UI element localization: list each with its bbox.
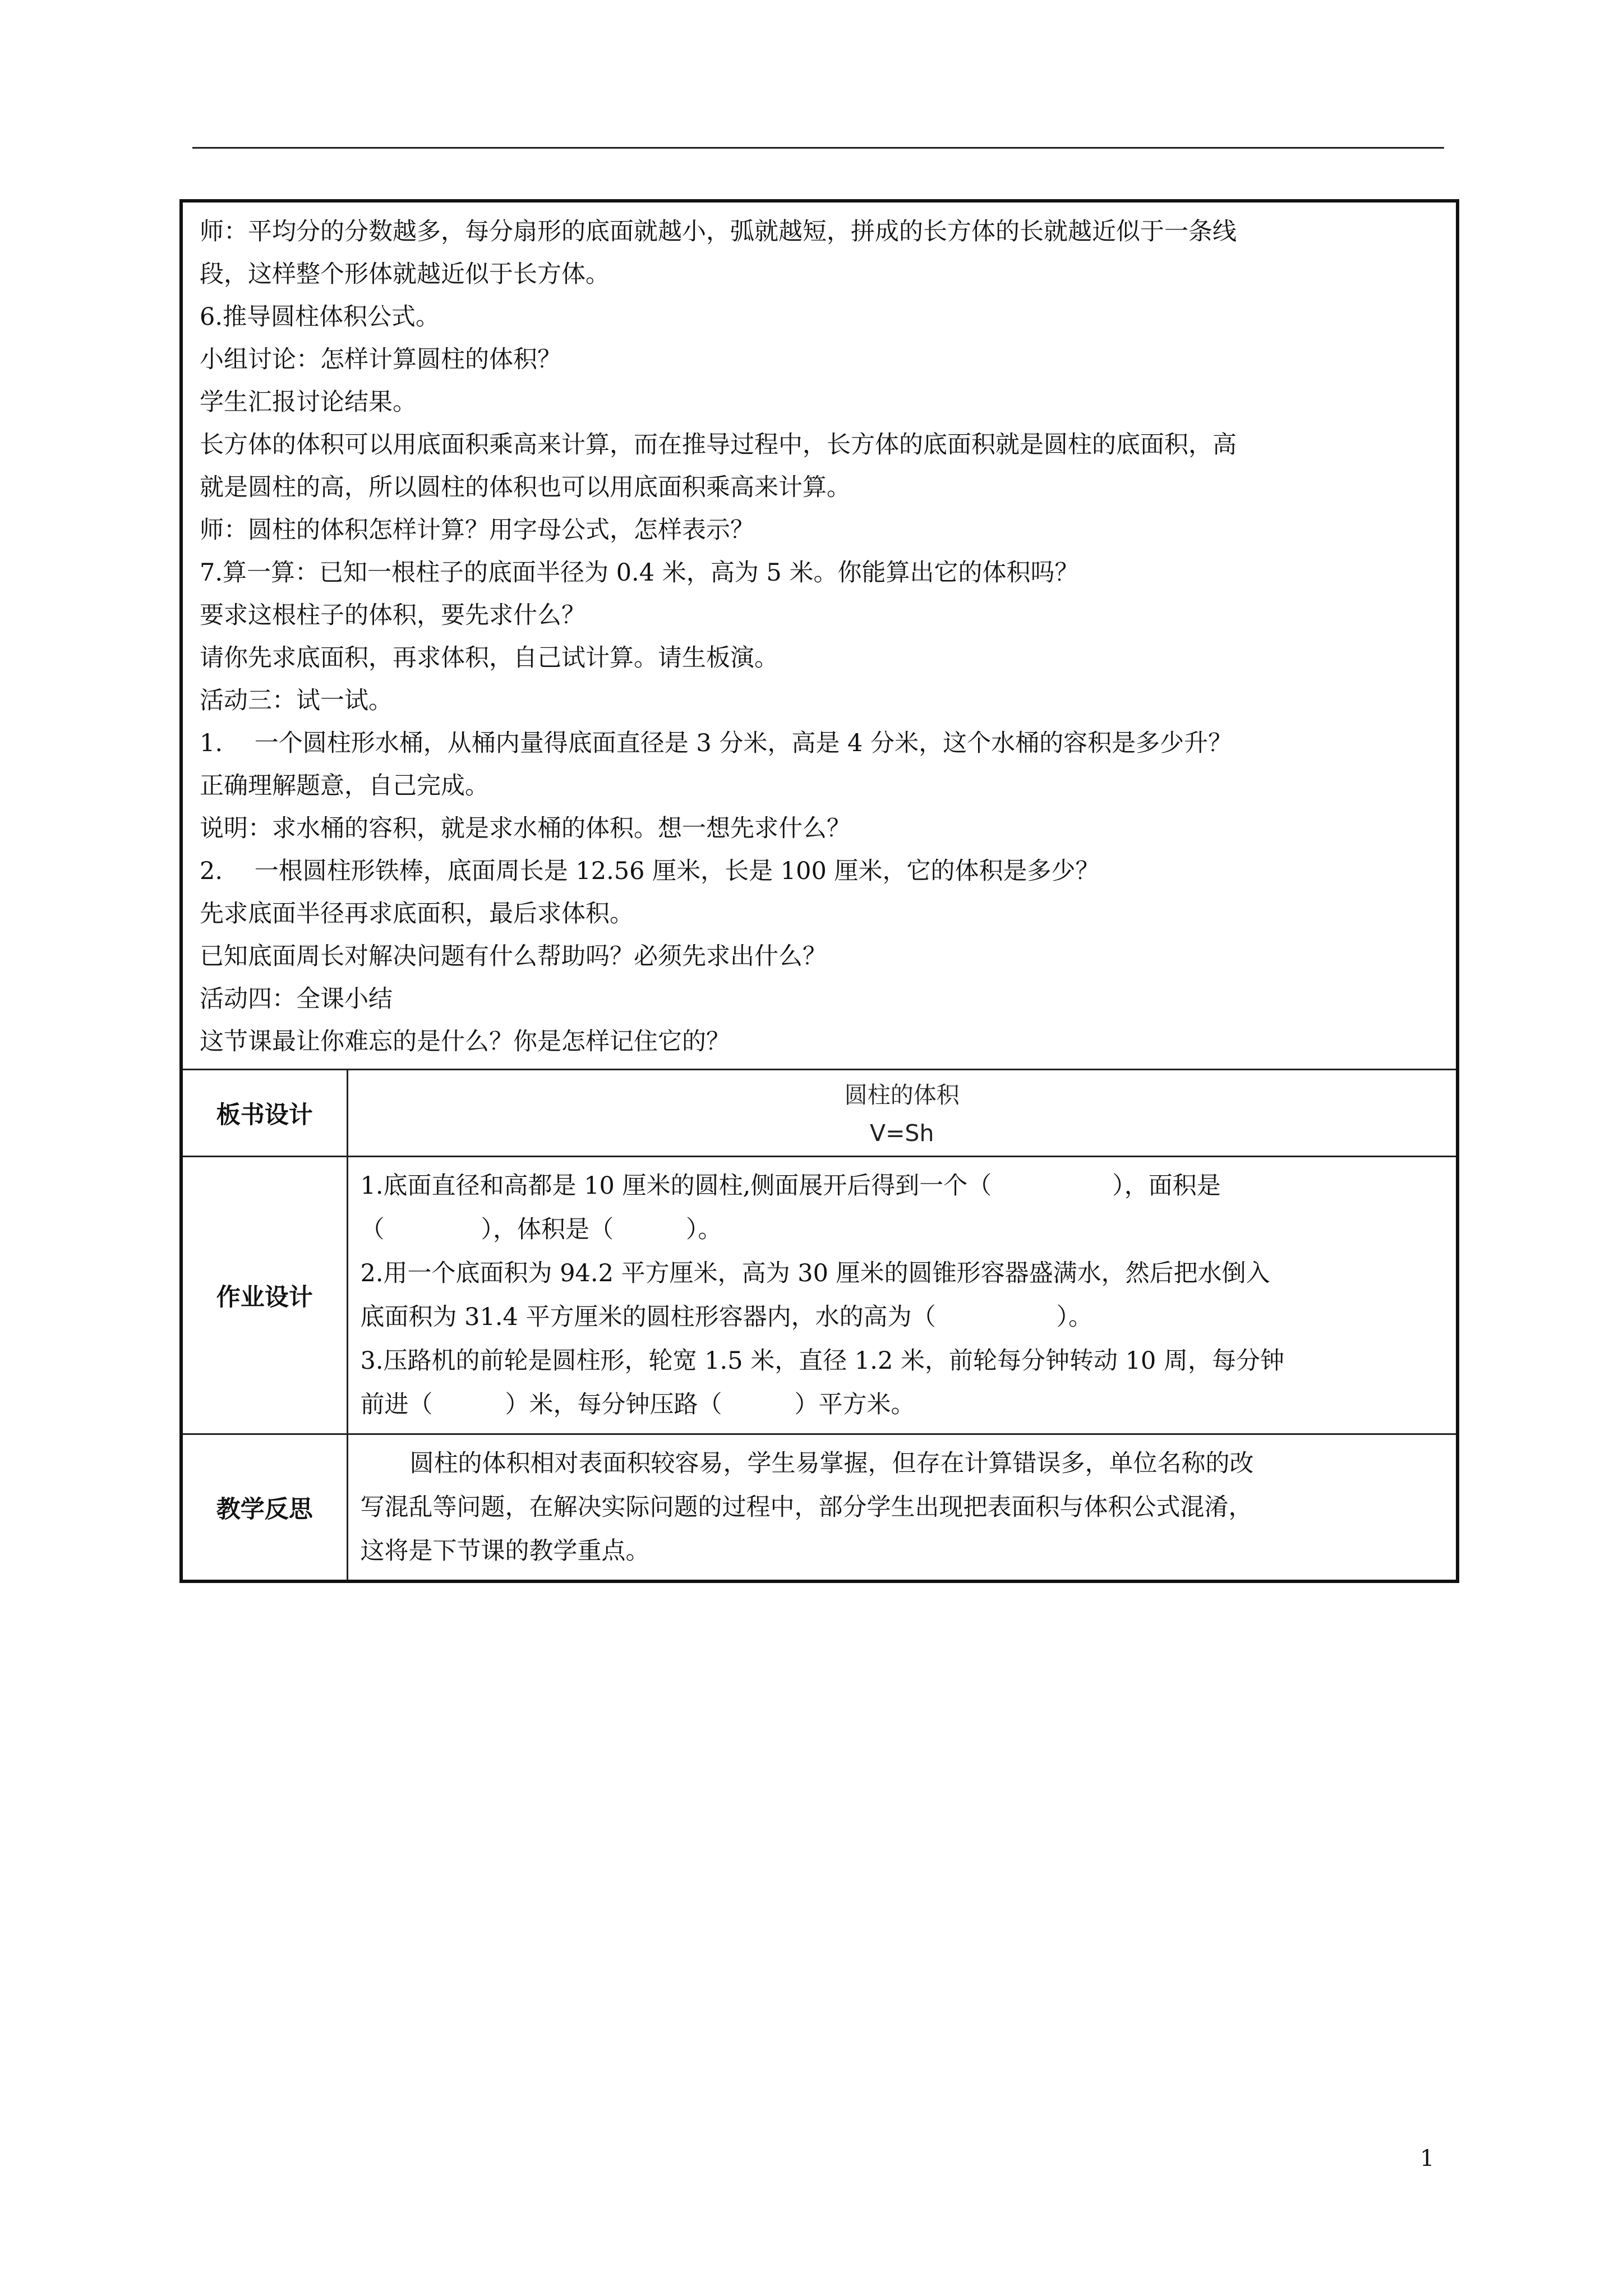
homework-label: 作业设计 xyxy=(181,1157,347,1434)
board-title: 圆柱的体积 xyxy=(844,1082,960,1108)
process-line: 要求这根柱子的体积，要先求什么？ xyxy=(200,601,585,629)
process-line: 活动四：全课小结 xyxy=(200,985,393,1013)
reflection-row xyxy=(181,1434,1458,1582)
board-design-content xyxy=(347,1070,1458,1157)
process-row xyxy=(181,201,1458,1070)
process-line: 学生汇报讨论结果。 xyxy=(200,388,417,416)
process-line: 段，这样整个形体就越近似于长方体。 xyxy=(200,260,610,288)
process-line: 正确理解题意，自己完成。 xyxy=(200,772,489,800)
reflection-line: 写混乱等问题，在解决实际问题的过程中，部分学生出现把表面积与体积公式混淆， xyxy=(360,1493,1253,1521)
homework-line: （ ），体积是（ ）。 xyxy=(360,1216,722,1244)
board-design-row xyxy=(181,1070,1458,1157)
process-line: 先求底面半径再求底面积，最后求体积。 xyxy=(200,900,634,928)
process-line: 就是圆柱的高，所以圆柱的体积也可以用底面积乘高来计算。 xyxy=(200,473,851,501)
reflection-label: 教学反思 xyxy=(181,1434,347,1582)
board-formula: V=Sh xyxy=(870,1120,934,1147)
process-line: 7.算一算：已知一根柱子的底面半径为 0.4 米，高为 5 米。你能算出它的体积吗？ xyxy=(200,559,1079,587)
process-line: 说明：求水桶的容积，就是求水桶的体积。想一想先求什么？ xyxy=(200,815,851,843)
board-design-label: 板书设计 xyxy=(181,1070,347,1157)
homework-row xyxy=(181,1157,1458,1434)
homework-line: 3.压路机的前轮是圆柱形，轮宽 1.5 米，直径 1.2 米，前轮每分钟转动 10 周，每分钟 xyxy=(360,1347,1285,1375)
process-line: 2. 一根圆柱形铁棒，底面周长是 12.56 厘米，长是 100 厘米，它的体积是多少？ xyxy=(200,857,1100,885)
process-line: 活动三：试一试。 xyxy=(200,687,393,715)
reflection-line: 圆柱的体积相对表面积较容易，学生易掌握，但存在计算错误多，单位名称的改 xyxy=(409,1450,1254,1478)
homework-line: 前进（ ）米，每分钟压路（ ）平方米。 xyxy=(360,1391,915,1419)
process-line: 师：平均分的分数越多，每分扇形的底面就越小，弧就越短，拼成的长方体的长就越近似于一条线 xyxy=(200,218,1237,246)
process-line: 小组讨论：怎样计算圆柱的体积？ xyxy=(200,346,561,374)
homework-content xyxy=(347,1157,1458,1434)
lesson-plan-table xyxy=(179,199,1459,1583)
process-line: 师：圆柱的体积怎样计算？用字母公式，怎样表示？ xyxy=(200,516,754,544)
header-rule xyxy=(192,147,1444,149)
process-line: 请你先求底面积，再求体积，自己试计算。请生板演。 xyxy=(200,644,778,672)
homework-line: 1.底面直径和高都是 10 厘米的圆柱,侧面展开后得到一个（ ），面积是 xyxy=(360,1172,1221,1200)
process-cell xyxy=(181,201,1458,1070)
page-number: 1 xyxy=(1420,2146,1435,2171)
reflection-content xyxy=(347,1434,1458,1582)
process-line: 已知底面周长对解决问题有什么帮助吗？必须先求出什么？ xyxy=(200,942,827,970)
homework-line: 2.用一个底面积为 94.2 平方厘米，高为 30 厘米的圆锥形容器盛满水，然后把水倒入 xyxy=(360,1259,1270,1287)
process-line: 长方体的体积可以用底面积乘高来计算，而在推导过程中，长方体的底面积就是圆柱的底面积，高 xyxy=(200,431,1237,459)
homework-line: 底面积为 31.4 平方厘米的圆柱形容器内，水的高为（ ）。 xyxy=(360,1303,1093,1331)
process-line: 这节课最让你难忘的是什么？你是怎样记住它的？ xyxy=(200,1028,730,1056)
reflection-line: 这将是下节课的教学重点。 xyxy=(360,1537,650,1565)
process-line: 1. 一个圆柱形水桶，从桶内量得底面直径是 3 分米，高是 4 分米，这个水桶的容积是多少升？ xyxy=(200,729,1233,757)
process-line: 6.推导圆柱体积公式。 xyxy=(200,303,440,331)
